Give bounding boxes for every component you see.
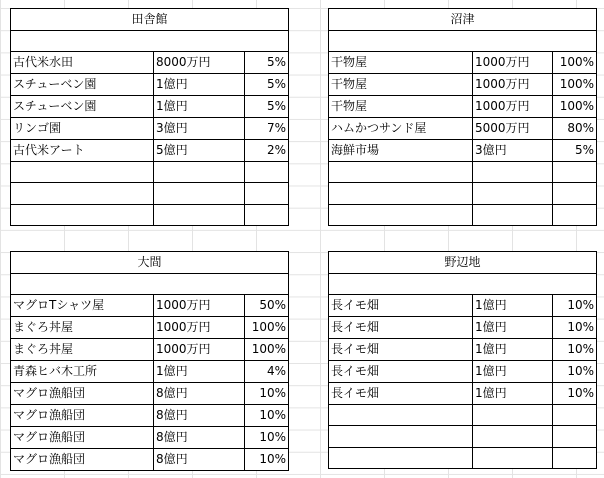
table-row xyxy=(329,383,597,405)
amount-cell[interactable] xyxy=(473,204,553,225)
blank-row xyxy=(11,31,289,52)
percent-cell[interactable] xyxy=(553,162,597,183)
table-row xyxy=(11,317,289,339)
percent-cell[interactable]: 10% xyxy=(245,405,289,427)
amount-cell[interactable]: 1億円 xyxy=(473,317,553,339)
percent-cell[interactable]: 10% xyxy=(553,383,597,405)
table-row xyxy=(329,183,597,204)
amount-cell[interactable] xyxy=(473,405,553,426)
amount-cell[interactable]: 1億円 xyxy=(154,96,245,118)
percent-cell[interactable] xyxy=(245,183,289,204)
name-cell[interactable]: マグロ漁船団 xyxy=(11,449,154,471)
amount-cell[interactable]: 1000万円 xyxy=(473,52,553,74)
percent-cell[interactable]: 10% xyxy=(553,361,597,383)
name-cell[interactable]: 長イモ畑 xyxy=(329,361,473,383)
name-cell[interactable]: 長イモ畑 xyxy=(329,339,473,361)
table-row xyxy=(11,339,289,361)
name-cell[interactable]: マグロ漁船団 xyxy=(11,405,154,427)
table-row xyxy=(11,96,289,118)
name-cell[interactable]: ハムかつサンド屋 xyxy=(329,118,473,140)
amount-cell[interactable] xyxy=(473,447,553,468)
blank-cell[interactable] xyxy=(329,31,597,52)
name-cell[interactable]: スチューベン園 xyxy=(11,74,154,96)
table-row xyxy=(11,118,289,140)
name-cell[interactable]: 長イモ畑 xyxy=(329,383,473,405)
table-row xyxy=(329,140,597,162)
amount-cell[interactable]: 1000万円 xyxy=(154,317,245,339)
percent-cell[interactable]: 2% xyxy=(245,140,289,162)
percent-cell[interactable]: 50% xyxy=(245,295,289,317)
amount-cell[interactable]: 1億円 xyxy=(154,74,245,96)
name-cell[interactable]: マグロ漁船団 xyxy=(11,383,154,405)
percent-cell[interactable]: 4% xyxy=(245,361,289,383)
percent-cell[interactable]: 100% xyxy=(553,52,597,74)
percent-cell[interactable]: 10% xyxy=(245,427,289,449)
table-row xyxy=(329,317,597,339)
amount-cell[interactable]: 8億円 xyxy=(154,427,245,449)
percent-cell[interactable]: 7% xyxy=(245,118,289,140)
amount-cell[interactable]: 1000万円 xyxy=(473,96,553,118)
amount-cell[interactable] xyxy=(154,204,245,225)
amount-cell[interactable]: 1億円 xyxy=(473,361,553,383)
table-row xyxy=(329,74,597,96)
amount-cell[interactable]: 1億円 xyxy=(473,295,553,317)
percent-cell[interactable]: 10% xyxy=(553,295,597,317)
block-title[interactable]: 沼津 xyxy=(329,9,597,31)
table-inakadate xyxy=(10,8,289,226)
table-row xyxy=(11,361,289,383)
amount-cell[interactable]: 1000万円 xyxy=(154,339,245,361)
percent-cell[interactable] xyxy=(553,183,597,204)
amount-cell[interactable]: 5000万円 xyxy=(473,118,553,140)
percent-cell[interactable] xyxy=(245,204,289,225)
percent-cell[interactable]: 100% xyxy=(245,317,289,339)
percent-cell[interactable]: 5% xyxy=(553,140,597,162)
table-row xyxy=(329,295,597,317)
name-cell[interactable]: マグロTシャツ屋 xyxy=(11,295,154,317)
percent-cell[interactable]: 100% xyxy=(553,96,597,118)
blank-row xyxy=(329,274,597,295)
amount-cell[interactable]: 8000万円 xyxy=(154,52,245,74)
name-cell[interactable]: 青森ヒバ木工所 xyxy=(11,361,154,383)
table-row xyxy=(11,295,289,317)
name-cell[interactable]: 干物屋 xyxy=(329,74,473,96)
table-row xyxy=(329,162,597,183)
name-cell[interactable]: マグロ漁船団 xyxy=(11,427,154,449)
table-row xyxy=(329,426,597,447)
amount-cell[interactable]: 8億円 xyxy=(154,383,245,405)
blank-row xyxy=(11,274,289,295)
amount-cell[interactable]: 1億円 xyxy=(154,361,245,383)
block-title[interactable]: 野辺地 xyxy=(329,252,597,274)
name-cell[interactable]: 海鮮市場 xyxy=(329,140,473,162)
percent-cell[interactable] xyxy=(553,405,597,426)
percent-cell[interactable]: 10% xyxy=(553,339,597,361)
table-row xyxy=(11,405,289,427)
name-cell[interactable] xyxy=(329,204,473,225)
percent-cell[interactable]: 80% xyxy=(553,118,597,140)
table-row xyxy=(11,162,289,183)
amount-cell[interactable]: 8億円 xyxy=(154,449,245,471)
table-row xyxy=(11,204,289,225)
table-oma xyxy=(10,251,289,471)
percent-cell[interactable]: 10% xyxy=(245,383,289,405)
amount-cell[interactable]: 1000万円 xyxy=(154,295,245,317)
name-cell[interactable]: 干物屋 xyxy=(329,52,473,74)
percent-cell[interactable]: 5% xyxy=(245,74,289,96)
title-row xyxy=(329,252,597,274)
table-noheji xyxy=(328,251,597,469)
table-row xyxy=(11,74,289,96)
amount-cell[interactable] xyxy=(154,162,245,183)
amount-cell[interactable]: 1億円 xyxy=(473,383,553,405)
amount-cell[interactable] xyxy=(154,183,245,204)
block-title[interactable]: 大間 xyxy=(11,252,289,274)
percent-cell[interactable] xyxy=(245,162,289,183)
percent-cell[interactable]: 10% xyxy=(553,317,597,339)
table-row xyxy=(11,449,289,471)
percent-cell[interactable]: 10% xyxy=(245,449,289,471)
percent-cell[interactable] xyxy=(553,426,597,447)
blank-cell[interactable] xyxy=(11,274,289,295)
name-cell[interactable]: まぐろ丼屋 xyxy=(11,317,154,339)
name-cell[interactable] xyxy=(329,183,473,204)
name-cell[interactable] xyxy=(11,162,154,183)
table-row xyxy=(11,183,289,204)
name-cell[interactable] xyxy=(11,204,154,225)
name-cell[interactable]: 長イモ畑 xyxy=(329,317,473,339)
percent-cell[interactable]: 100% xyxy=(553,74,597,96)
table-row xyxy=(329,204,597,225)
amount-cell[interactable]: 1000万円 xyxy=(473,74,553,96)
name-cell[interactable]: 古代米水田 xyxy=(11,52,154,74)
table-row xyxy=(329,339,597,361)
percent-cell[interactable]: 5% xyxy=(245,52,289,74)
name-cell[interactable]: スチューベン園 xyxy=(11,96,154,118)
name-cell[interactable] xyxy=(329,447,473,468)
table-row xyxy=(11,427,289,449)
table-row xyxy=(11,52,289,74)
block-title[interactable]: 田舎館 xyxy=(11,9,289,31)
name-cell[interactable]: 長イモ畑 xyxy=(329,295,473,317)
table-row xyxy=(329,447,597,468)
table-row xyxy=(329,361,597,383)
table-row xyxy=(329,405,597,426)
name-cell[interactable] xyxy=(329,405,473,426)
table-row xyxy=(329,118,597,140)
amount-cell[interactable]: 8億円 xyxy=(154,405,245,427)
blank-row xyxy=(329,31,597,52)
table-row xyxy=(329,52,597,74)
amount-cell[interactable]: 1億円 xyxy=(473,339,553,361)
percent-cell[interactable]: 100% xyxy=(245,339,289,361)
amount-cell[interactable] xyxy=(473,426,553,447)
table-row xyxy=(11,140,289,162)
name-cell[interactable]: リンゴ園 xyxy=(11,118,154,140)
table-numazu xyxy=(328,8,597,226)
name-cell[interactable]: まぐろ丼屋 xyxy=(11,339,154,361)
amount-cell[interactable] xyxy=(473,183,553,204)
table-row xyxy=(11,383,289,405)
table-row xyxy=(329,96,597,118)
percent-cell[interactable]: 5% xyxy=(245,96,289,118)
name-cell[interactable] xyxy=(11,183,154,204)
blank-cell[interactable] xyxy=(329,274,597,295)
amount-cell[interactable] xyxy=(473,162,553,183)
name-cell[interactable]: 古代米アート xyxy=(11,140,154,162)
name-cell[interactable] xyxy=(329,426,473,447)
percent-cell[interactable] xyxy=(553,447,597,468)
title-row xyxy=(329,9,597,31)
blank-cell[interactable] xyxy=(11,31,289,52)
amount-cell[interactable]: 3億円 xyxy=(473,140,553,162)
title-row xyxy=(11,252,289,274)
name-cell[interactable]: 干物屋 xyxy=(329,96,473,118)
percent-cell[interactable] xyxy=(553,204,597,225)
amount-cell[interactable]: 3億円 xyxy=(154,118,245,140)
name-cell[interactable] xyxy=(329,162,473,183)
amount-cell[interactable]: 5億円 xyxy=(154,140,245,162)
title-row xyxy=(11,9,289,31)
